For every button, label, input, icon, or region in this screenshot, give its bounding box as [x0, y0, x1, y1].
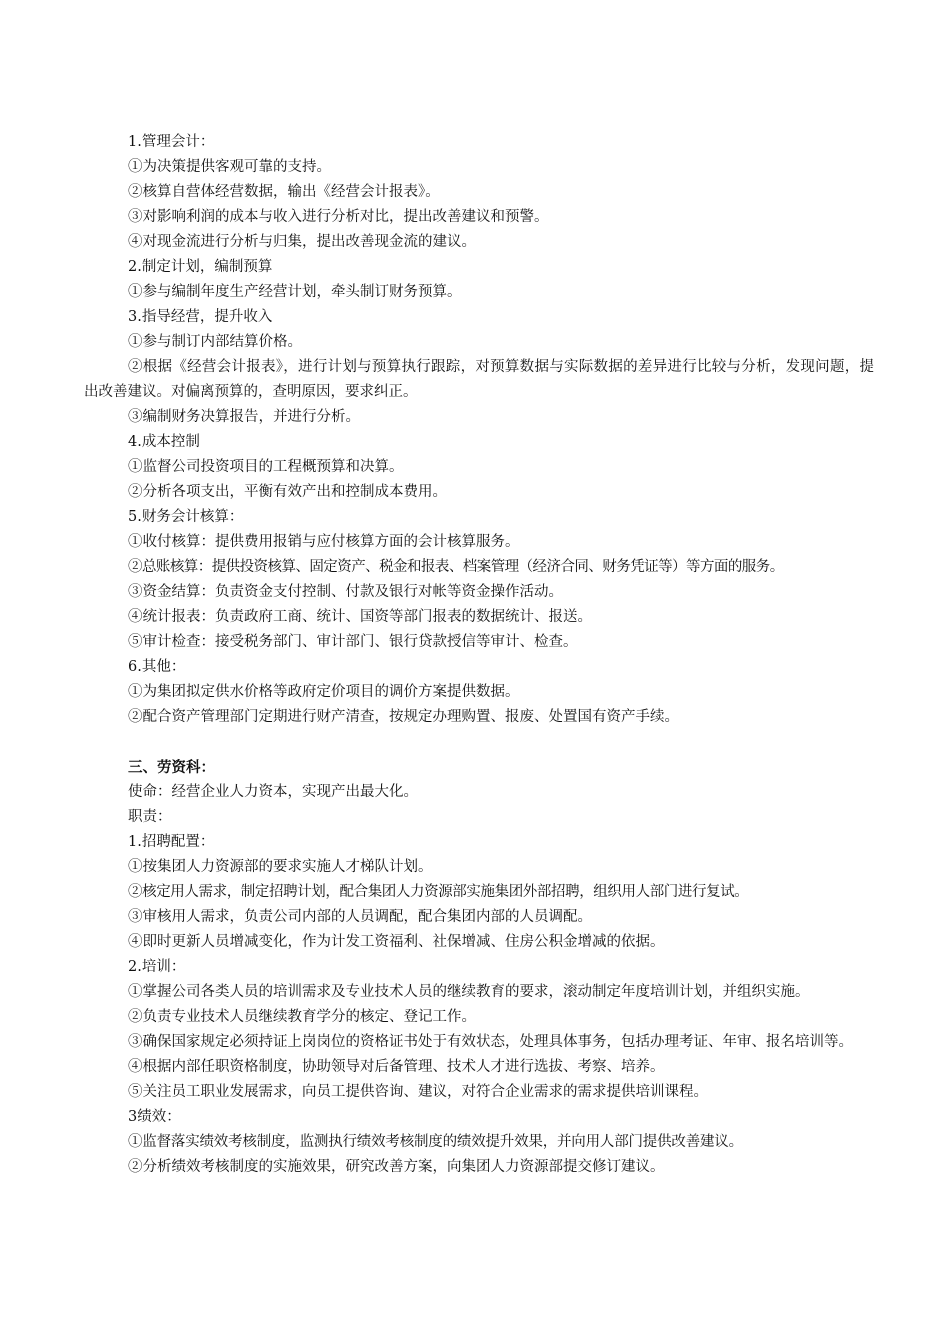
heading-guidance: 3.指导经营，提升收入 — [128, 309, 273, 325]
list-item: ②分析绩效考核制度的实施效果，研究改善方案，向集团人力资源部提交修订建议。 — [128, 1159, 665, 1175]
list-item: ②核算自营体经营数据，输出《经营会计报表》。 — [128, 184, 440, 200]
heading-performance: 3绩效： — [128, 1109, 181, 1125]
heading-financial-accounting: 5.财务会计核算： — [128, 509, 244, 525]
list-item: ①按集团人力资源部的要求实施人才梯队计划。 — [128, 859, 433, 875]
heading-recruitment: 1.招聘配置： — [128, 834, 215, 850]
list-item: ②负责专业技术人员继续教育学分的核定、登记工作。 — [128, 1009, 476, 1025]
list-item: ④即时更新人员增减变化，作为计发工资福利、社保增减、住房公积金增减的依据。 — [128, 934, 665, 950]
heading-training: 2.培训： — [128, 959, 186, 975]
list-item: ①参与制订内部结算价格。 — [128, 334, 302, 350]
document-body — [84, 130, 874, 1180]
list-item: ④根据内部任职资格制度，协助领导对后备管理、技术人才进行选拔、考察、培养。 — [128, 1059, 665, 1075]
list-item: ⑤审计检查：接受税务部门、审计部门、银行贷款授信等审计、检查。 — [128, 634, 578, 650]
list-item: ⑤关注员工职业发展需求，向员工提供咨询、建议，对符合企业需求的需求提供培训课程。 — [128, 1084, 708, 1100]
list-item: ②根据《经营会计报表》，进行计划与预算执行跟踪，对预算数据与实际数据的差异进行比较与分析，发现问题，提出改善建议。对偏离预算的，查明原因，要求纠正。 — [84, 359, 874, 400]
section-gap — [84, 730, 874, 755]
list-item: ③确保国家规定必须持证上岗岗位的资格证书处于有效状态，处理具体事务，包括办理考证、年审、报名培训等。 — [128, 1034, 853, 1050]
list-item: ②总账核算：提供投资核算、固定资产、税金和报表、档案管理（经济合同、财务凭证等）等方面的服务。 — [128, 559, 784, 575]
list-item: ③资金结算：负责资金支付控制、付款及银行对帐等资金操作活动。 — [128, 584, 563, 600]
heading-other: 6.其他： — [128, 659, 186, 675]
list-item: ①为决策提供客观可靠的支持。 — [128, 159, 331, 175]
list-item: ①掌握公司各类人员的培训需求及专业技术人员的继续教育的要求，滚动制定年度培训计划，并组织实施。 — [128, 984, 810, 1000]
heading-management-accounting: 1.管理会计： — [128, 134, 215, 150]
list-item: ②核定用人需求，制定招聘计划，配合集团人力资源部实施集团外部招聘，组织用人部门进行复试。 — [128, 884, 749, 900]
list-item: ②分析各项支出，平衡有效产出和控制成本费用。 — [128, 484, 447, 500]
list-item: ①监督公司投资项目的工程概预算和决算。 — [128, 459, 404, 475]
list-item: ③对影响利润的成本与收入进行分析对比，提出改善建议和预警。 — [128, 209, 549, 225]
list-item: ④对现金流进行分析与归集，提出改善现金流的建议。 — [128, 234, 476, 250]
heading-cost-control: 4.成本控制 — [128, 434, 200, 450]
list-item: ②配合资产管理部门定期进行财产清查，按规定办理购置、报废、处置国有资产手续。 — [128, 709, 679, 725]
list-item: ①收付核算：提供费用报销与应付核算方面的会计核算服务。 — [128, 534, 520, 550]
list-item: ③审核用人需求，负责公司内部的人员调配，配合集团内部的人员调配。 — [128, 909, 592, 925]
list-item: ①为集团拟定供水价格等政府定价项目的调价方案提供数据。 — [128, 684, 520, 700]
section-title-hr: 三、劳资科： — [128, 759, 215, 776]
list-item: ①监督落实绩效考核制度，监测执行绩效考核制度的绩效提升效果，并向用人部门提供改善建议。 — [128, 1134, 743, 1150]
heading-budget: 2.制定计划，编制预算 — [128, 259, 273, 275]
mission-text: 使命：经营企业人力资本，实现产出最大化。 — [128, 784, 418, 800]
list-item: ④统计报表：负责政府工商、统计、国资等部门报表的数据统计、报送。 — [128, 609, 592, 625]
duties-label: 职责： — [128, 809, 172, 825]
list-item: ①参与编制年度生产经营计划，牵头制订财务预算。 — [128, 284, 462, 300]
list-item: ③编制财务决算报告，并进行分析。 — [128, 409, 360, 425]
